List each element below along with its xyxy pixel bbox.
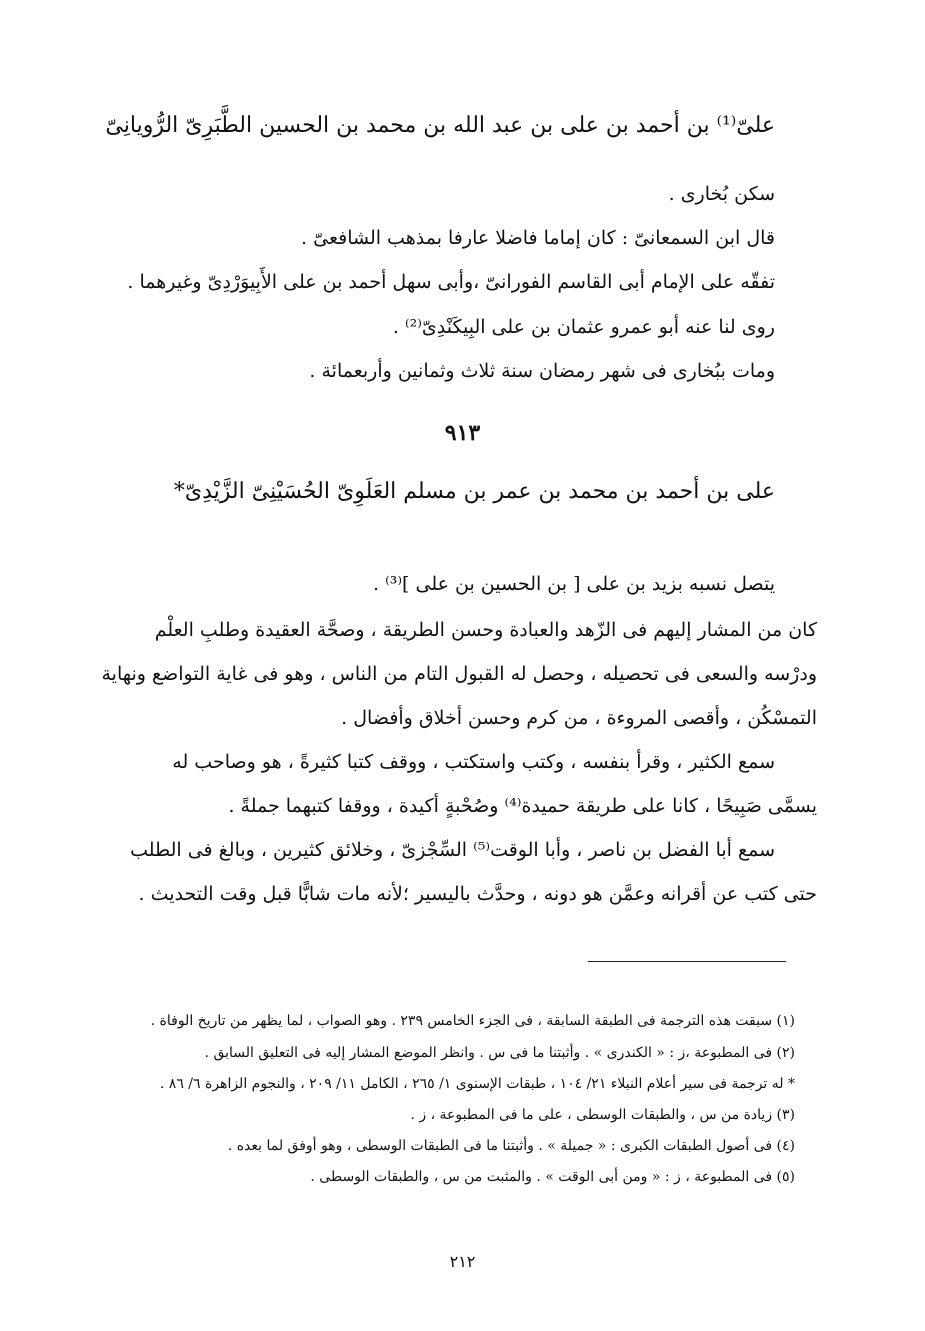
footnote: (٥) فى المطبوعة ، ز : « ومن أبى الوقت » . والمثبت من س ، والطبقات الوسطى . — [310, 1169, 795, 1185]
entry-913-line: التمسْكُن ، وأقصى المروءة ، من كرم وحسن أخلاق وأفضال . — [341, 707, 817, 729]
page-number: ٢١٢ — [449, 1252, 476, 1271]
entry-913-line: سمع أبا الفضل بن ناصر ، وأبا الوقت⁽⁵⁾ السِّجْزىّ ، وخلائق كثيرين ، وبالغ فى الطلب — [130, 839, 775, 861]
footnote: (٣) زيادة من س ، والطبقات الوسطى ، على ما فى المطبوعة ، ز . — [410, 1107, 795, 1123]
entry-913-line: حتى كتب عن أقرانه وعمَّن هو دونه ، وحدَّث باليسير ؛لأنه مات شابًّا قبل وقت التحديث . — [138, 883, 817, 905]
entry-913-heading: على بن أحمد بن محمد بن عمر بن مسلم العَلَوِىّ الحُسَيْنِىّ الزَّيْدِىّ* — [173, 479, 775, 504]
footnote: * له ترجمة فى سير أعلام النبلاء ٢١/ ١٠٤ ، طبقات الإسنوى ١/ ٢٦٥ ، الكامل ١١/ ٢٠٩ ، والنجوم الزاهرة ٦/ ٨٦ . — [159, 1076, 795, 1092]
entry-913-line: سمع الكثير ، وقرأ بنفسه ، وكتب واستكتب ، ووقف كتبا كثيرةً ، هو وصاحب له — [172, 751, 775, 773]
footnote-divider — [588, 961, 786, 962]
entry-913-line: يسمَّى صَبِيحًا ، كانا على طريقة حميدة⁽⁴⁾ وصُحْبةٍ أكيدة ، ووقفا كتبهما جملةً . — [228, 795, 817, 817]
footnote: (٢) فى المطبوعة ،ز : « الكندرى » . وأثبتنا ما فى س . وانظر الموضع المشار إليه فى التعليق السابق . — [204, 1045, 795, 1061]
entry-913-number: ٩١٣ — [444, 420, 481, 446]
footnote: (٤) فى أصول الطبقات الكبرى : « جميلة » . وأثبتنا ما فى الطبقات الوسطى ، وهو أوفق لما بعده . — [227, 1138, 795, 1154]
footnote: (١) سبقت هذه الترجمة فى الطبقة السابقة ، فى الجزء الخامس ٢٣٩ . وهو الصواب ، لما يظهر من تاريخ الوفاة . — [150, 1013, 795, 1029]
entry-913-line: يتصل نسبه بزيد بن على [ بن الحسين بن على ]⁽³⁾ . — [373, 573, 775, 595]
entry-912-line: سكن بُخارى . — [668, 183, 775, 205]
entry-913-line: ودرْسه والسعى فى تحصيله ، وحصل له القبول التام من الناس ، وهو فى غاية التواضع ونهاية — [101, 663, 817, 685]
entry-912-heading: علىّ⁽¹⁾ بن أحمد بن على بن عبد الله بن محمد بن الحسين الطَّبَرِىّ الرُّويانِىّ — [105, 113, 775, 138]
entry-912-line: روى لنا عنه أبو عمرو عثمان بن على البِيكَنْدِىّ⁽²⁾ . — [392, 316, 775, 338]
entry-913-line: كان من المشار إليهم فى الزّهد والعبادة وحسن الطريقة ، وصحَّة العقيدة وطلبِ العلْم — [154, 619, 817, 641]
entry-912-line: تفقّه على الإمام أبى القاسم الفورانىّ ،وأبى سهل أحمد بن على الأَبِيوَرْدِىّ وغيرهما . — [127, 271, 775, 293]
entry-912-line: ومات ببُخارى فى شهر رمضان سنة ثلاث وثمانين وأربعمائة . — [309, 360, 775, 382]
entry-912-line: قال ابن السمعانىّ : كان إماما فاضلا عارفا بمذهب الشافعىّ . — [301, 227, 775, 249]
